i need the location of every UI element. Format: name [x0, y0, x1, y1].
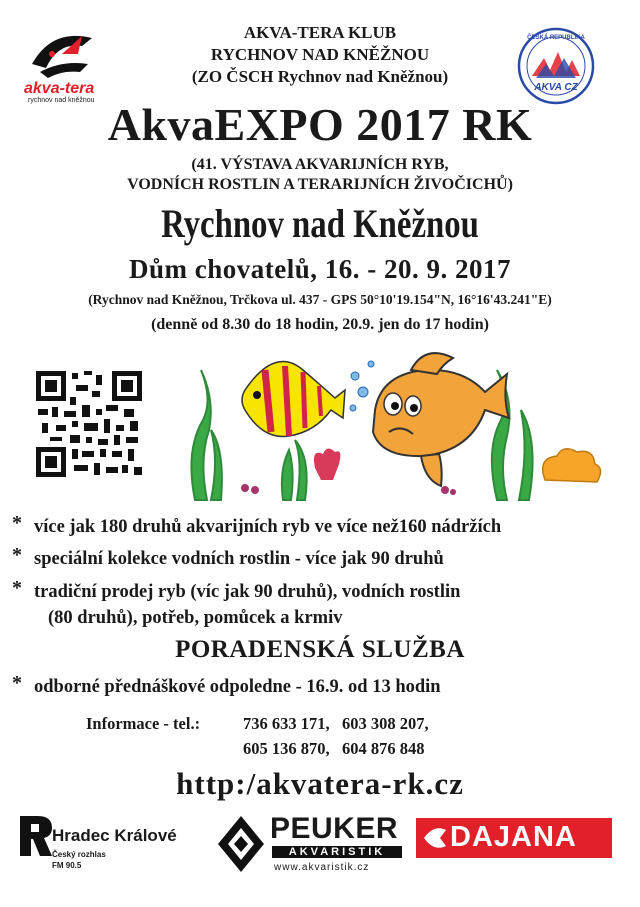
peuker-logo-icon — [216, 814, 266, 874]
bullet-star: * — [12, 512, 22, 534]
peuker-name: PEUKER — [270, 812, 399, 845]
dajana-fish-icon — [420, 818, 450, 858]
akva-cz-text: AKVA CZ — [534, 82, 578, 93]
sponsor-peuker[interactable] — [216, 812, 406, 878]
bullet-text-continued: (80 druhů), potřeb, pomůcek a krmiv — [48, 608, 343, 628]
radio-sub1: Český rozhlas — [52, 850, 106, 859]
bullet-star: * — [12, 544, 22, 566]
bullet-star: * — [12, 577, 22, 599]
bullet-text: více jak 180 druhů akvarijních ryb ve více než160 nádržích — [34, 517, 502, 537]
bullet-text: speciální kolekce vodních rostlin - více jak 90 druhů — [34, 549, 444, 569]
club-name-line2: RYCHNOV NAD KNĚŽNOU — [210, 45, 430, 64]
contact-phones-line1[interactable]: 736 633 171, 603 308 207, — [243, 714, 429, 733]
contact-phones-line2[interactable]: 605 136 870, 604 876 848 — [243, 739, 425, 758]
event-city: Rychnov nad Kněžnou — [161, 201, 479, 246]
website-link[interactable]: http:/akvatera-rk.cz — [176, 766, 464, 801]
sponsor-dajana[interactable] — [416, 818, 612, 860]
event-venue-date: Dům chovatelů, 16. - 20. 9. 2017 — [129, 254, 511, 284]
event-subtitle-line2: VODNÍCH ROSTLIN A TERARIJNÍCH ŽIVOČICHŮ) — [127, 176, 513, 193]
contact-label: Informace - tel.: — [86, 714, 201, 733]
event-subtitle-line1: (41. VÝSTAVA AKVARIJNÍCH RYB, — [191, 156, 449, 173]
akva-tera-logo-text: akva-tera — [24, 80, 95, 97]
fish-illustration — [185, 340, 615, 510]
peuker-url: www.akvaristik.cz — [274, 862, 370, 873]
event-title: AkvaEXPO 2017 RK — [107, 99, 533, 150]
radio-sub2: FM 90.5 — [52, 861, 82, 870]
akva-cz-top-text: ČESKÁ REPUBLIKA — [527, 35, 585, 41]
cesky-rozhlas-icon — [18, 814, 54, 858]
bullet-star: * — [12, 672, 22, 694]
peuker-sub: AKVARISTIK — [272, 846, 402, 858]
qr-code-icon — [36, 371, 142, 477]
event-address: (Rychnov nad Kněžnou, Trčkova ul. 437 - GPS 50°10'19.154"N, 16°16'43.241"E) — [88, 292, 552, 307]
dajana-name: DAJANA — [450, 821, 577, 853]
radio-name: Hradec Králové — [52, 826, 177, 845]
sponsor-radio-hradec[interactable] — [18, 812, 208, 874]
consulting-title: PORADENSKÁ SLUŽBA — [175, 636, 465, 663]
aquarium-fish-icon — [185, 340, 615, 510]
bullet-text: odborné přednáškové odpoledne - 16.9. od 13 hodin — [34, 677, 441, 697]
club-name-line3: (ZO ČSCH Rychnov nad Kněžnou) — [191, 67, 449, 86]
qr-code[interactable] — [36, 371, 142, 477]
akva-tera-logo-subtext: rychnov nad kněžnou — [28, 97, 95, 104]
club-name-line1: AKVA-TERA KLUB — [243, 23, 397, 42]
event-hours: (denně od 8.30 do 18 hodin, 20.9. jen do 17 hodin) — [151, 316, 489, 333]
bullet-text: tradiční prodej ryb (víc jak 90 druhů), vodních rostlin — [34, 582, 461, 602]
